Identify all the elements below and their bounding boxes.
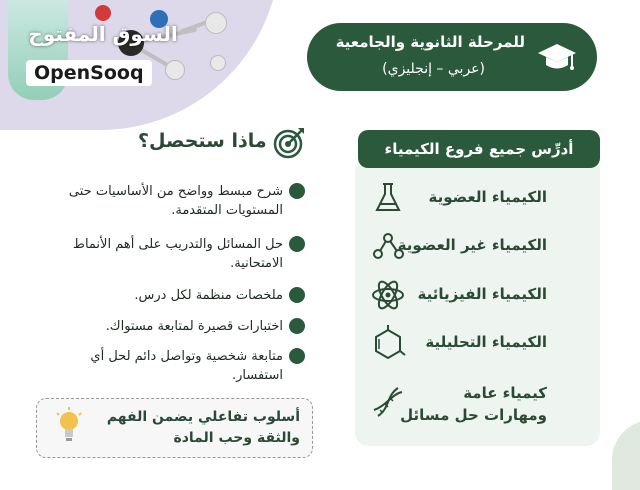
branch-label: الكيمياء العضوية — [428, 188, 547, 206]
education-level-banner — [307, 23, 597, 91]
branch-label-multiline: كيمياء عامة ومهارات حل مسائل — [400, 384, 547, 424]
branch-item-inorganic — [370, 224, 595, 268]
language-text: (عربي – إنجليزي) — [382, 61, 485, 77]
branches-title: أدرِّس جميع فروع الكيمياء — [358, 130, 600, 168]
check-icon — [289, 236, 305, 252]
branch-item-analytical — [370, 321, 595, 365]
branch-item-organic — [370, 176, 595, 220]
tip-text: أسلوب تفاعلي يضمن الفهم والثقة وحب المادة — [106, 409, 300, 446]
check-icon — [289, 183, 305, 199]
hexagon-structure-icon — [370, 325, 406, 361]
brand-arabic-logo: السوق المفتوح — [28, 22, 178, 46]
branch-item-physical — [370, 273, 595, 317]
target-icon — [272, 126, 306, 160]
branch-label: الكيمياء غير العضوية — [397, 236, 547, 254]
check-icon — [289, 318, 305, 334]
branch-item-general — [370, 380, 595, 424]
flask-icon — [370, 180, 406, 216]
check-icon — [289, 348, 305, 364]
branch-label: الكيمياء الفيزيائية — [417, 285, 547, 303]
brand-latin-logo: OpenSooq — [26, 60, 152, 86]
benefits-title: ماذا ستحصل؟ — [138, 130, 267, 152]
graduation-cap-icon — [537, 40, 577, 76]
atom-icon — [370, 277, 406, 313]
interactive-style-tip — [36, 398, 313, 458]
branch-label: الكيمياء التحليلية — [425, 333, 547, 351]
lightbulb-icon — [55, 407, 83, 447]
check-icon — [289, 287, 305, 303]
level-text: للمرحلة الثانوية والجامعية — [335, 33, 525, 51]
